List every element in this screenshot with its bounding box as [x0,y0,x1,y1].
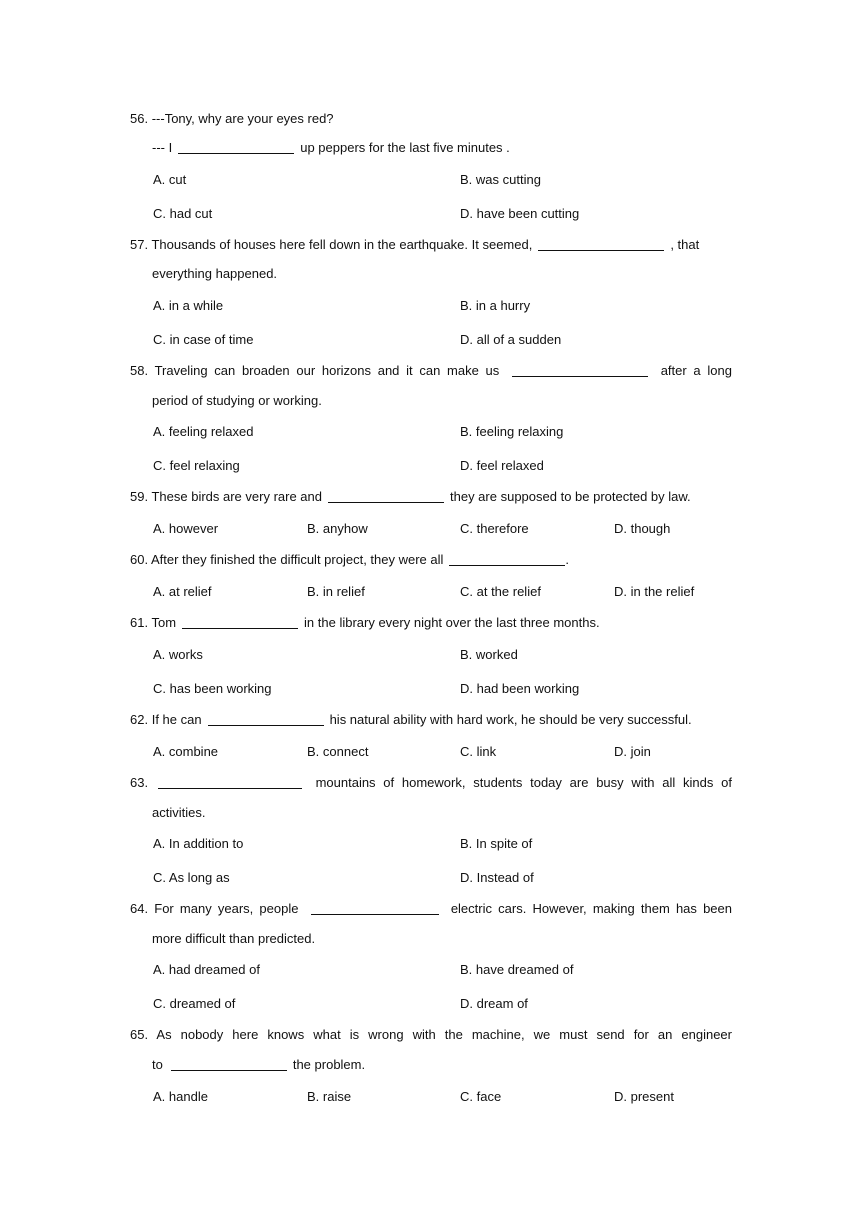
question-59-stem [130,487,732,507]
question-text: the problem. [292,1057,366,1072]
answer-blank[interactable] [538,236,664,251]
question-62-stem [130,710,732,730]
option-d[interactable]: D. feel relaxed [460,458,544,473]
option-b[interactable]: B. was cutting [460,172,541,187]
question-text: As nobody here knows what is wrong with the machine, we must send for an engineer [156,1027,732,1042]
answer-blank[interactable] [512,362,648,377]
question-text: activities. [152,805,206,820]
question-text: mountains of homework, students today are busy with all kinds of [315,775,732,790]
question-56-answer-line [152,138,732,158]
question-63-options-row1 [153,834,733,854]
option-a[interactable]: A. had dreamed of [153,962,260,977]
question-61-stem [130,613,732,633]
option-c[interactable]: C. has been working [153,681,272,696]
question-text: electric cars. However, making them has been [450,901,732,916]
question-65-options [153,1087,733,1107]
question-62-options [153,742,733,762]
option-b[interactable]: B. feeling relaxing [460,424,564,439]
question-text: period of studying or working. [152,393,322,408]
question-number: 58. [130,363,149,378]
question-text: . [565,552,570,567]
question-56-stem [130,109,732,129]
question-text: If he can [151,712,202,727]
option-a[interactable]: A. at relief [153,584,212,599]
option-d[interactable]: D. had been working [460,681,580,696]
question-63-stem-cont [152,803,732,823]
question-number: 57. [130,237,149,252]
question-59-options [153,519,733,539]
option-c[interactable]: C. in case of time [153,332,254,347]
question-58-stem-cont [152,391,732,411]
answer-blank[interactable] [158,774,302,789]
option-c[interactable]: C. face [460,1089,502,1104]
question-63-stem [130,773,732,793]
option-b[interactable]: B. connect [307,744,369,759]
option-b[interactable]: B. in relief [307,584,365,599]
option-d[interactable]: D. dream of [460,996,528,1011]
question-text: more difficult than predicted. [152,931,316,946]
question-number: 61. [130,615,149,630]
question-text: Tom [151,615,177,630]
option-d[interactable]: D. in the relief [614,584,695,599]
question-text: his natural ability with hard work, he should be very successful. [329,712,692,727]
answer-blank[interactable] [328,488,444,503]
answer-blank[interactable] [311,900,439,915]
question-text: --- I [152,140,173,155]
option-a[interactable]: A. combine [153,744,219,759]
question-56-options-row2 [153,204,733,224]
question-text: after a long [660,363,732,378]
option-b[interactable]: B. have dreamed of [460,962,574,977]
question-text: , that [670,237,700,252]
question-text: For many years, people [154,901,299,916]
question-number: 62. [130,712,149,727]
question-text: After they finished the difficult project, they were all [150,552,444,567]
question-text: everything happened. [152,266,278,281]
question-64-options-row2 [153,994,733,1014]
option-c[interactable]: C. feel relaxing [153,458,240,473]
answer-blank[interactable] [171,1056,287,1071]
option-a[interactable]: A. In addition to [153,836,244,851]
option-b[interactable]: B. in a hurry [460,298,531,313]
answer-blank[interactable] [208,711,324,726]
question-57-stem [130,235,732,255]
question-number: 59. [130,489,149,504]
question-text: to [152,1057,163,1072]
option-d[interactable]: D. have been cutting [460,206,580,221]
option-b[interactable]: B. anyhow [307,521,368,536]
question-text: in the library every night over the last three months. [304,615,600,630]
question-56-options-row1 [153,170,733,190]
question-65-stem-cont [152,1055,732,1075]
question-text: ---Tony, why are your eyes red? [151,111,334,126]
question-number: 64. [130,901,149,916]
option-d[interactable]: D. though [614,521,671,536]
question-61-options-row1 [153,645,733,665]
question-57-stem-cont [152,264,732,284]
question-number: 60. [130,552,149,567]
question-number: 65. [130,1027,149,1042]
option-d[interactable]: D. present [614,1089,674,1104]
question-64-stem-cont [152,929,732,949]
option-c[interactable]: C. As long as [153,870,230,885]
option-c[interactable]: C. had cut [153,206,213,221]
question-58-options-row2 [153,456,733,476]
option-a[interactable]: A. however [153,521,219,536]
option-b[interactable]: B. worked [460,647,518,662]
option-c[interactable]: C. therefore [460,521,529,536]
option-a[interactable]: A. cut [153,172,187,187]
question-number: 56. [130,111,149,126]
question-58-options-row1 [153,422,733,442]
question-58-stem [130,361,732,381]
option-c[interactable]: C. link [460,744,497,759]
question-text: up peppers for the last five minutes . [300,140,510,155]
question-63-options-row2 [153,868,733,888]
question-text: they are supposed to be protected by law. [450,489,691,504]
option-c[interactable]: C. dreamed of [153,996,236,1011]
answer-blank[interactable] [449,551,565,566]
option-d[interactable]: D. all of a sudden [460,332,562,347]
question-57-options-row1 [153,296,733,316]
option-a[interactable]: A. in a while [153,298,224,313]
option-b[interactable]: B. raise [307,1089,352,1104]
question-text: Thousands of houses here fell down in the earthquake. It seemed, [151,237,533,252]
question-61-options-row2 [153,679,733,699]
question-text: These birds are very rare and [151,489,322,504]
option-c[interactable]: C. at the relief [460,584,541,599]
option-d[interactable]: D. Instead of [460,870,534,885]
question-60-options [153,582,733,602]
question-64-stem [130,899,732,919]
answer-blank[interactable] [178,139,294,154]
option-a[interactable]: A. feeling relaxed [153,424,254,439]
option-a[interactable]: A. works [153,647,203,662]
question-65-stem [130,1025,732,1045]
question-60-stem [130,550,732,570]
option-b[interactable]: B. In spite of [460,836,533,851]
option-d[interactable]: D. join [614,744,651,759]
question-57-options-row2 [153,330,733,350]
option-a[interactable]: A. handle [153,1089,208,1104]
answer-blank[interactable] [182,614,298,629]
question-number: 63. [130,775,149,790]
question-text: Traveling can broaden our horizons and it can make us [154,363,500,378]
question-64-options-row1 [153,960,733,980]
